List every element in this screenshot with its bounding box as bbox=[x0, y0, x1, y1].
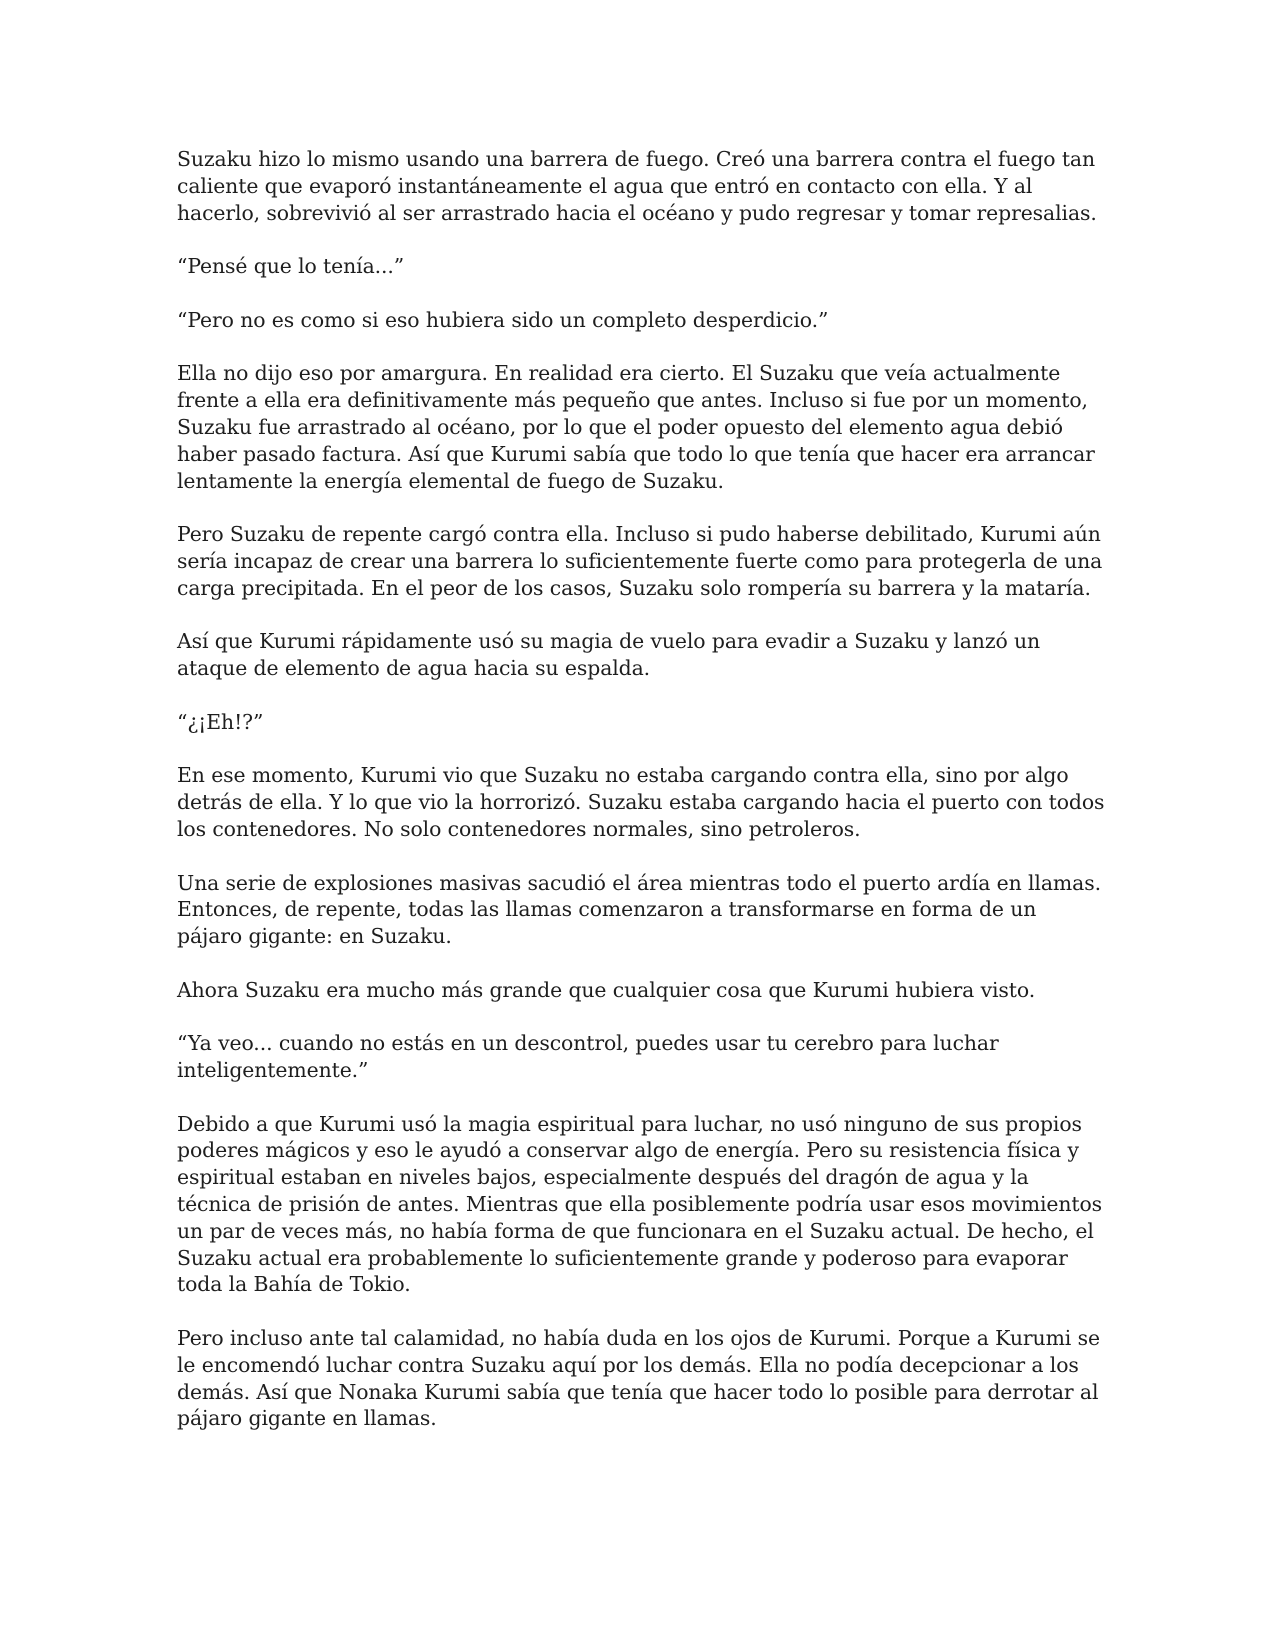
paragraph: Suzaku hizo lo mismo usando una barrera de fuego. Creó una barrera contra el fuego tan caliente que evaporó instantáneamente el agua que entró en contacto con ella. Y al hacerlo, sobrevivió al ser arrastrado hacia el océano y pudo regresar y tomar represalias. bbox=[177, 147, 1097, 225]
paragraph: Pero incluso ante tal calamidad, no había duda en los ojos de Kurumi. Porque a Kurumi se le encomendó luchar contra Suzaku aquí por los demás. Ella no podía decepcionar a los demás. Así que Nonaka Kurumi sabía que tenía que hacer todo lo posible para derrotar al pájaro gigante en llamas. bbox=[177, 1326, 1100, 1431]
paragraph: Ahora Suzaku era mucho más grande que cualquier cosa que Kurumi hubiera visto. bbox=[177, 977, 1036, 1002]
paragraph: Debido a que Kurumi usó la magia espiritual para luchar, no usó ninguno de sus propios poderes mágicos y eso le ayudó a conservar algo de energía. Pero su resistencia física y espiritual estaban en niveles bajos, especialmente después del dragón de agua y la técnica de prisión de antes. Mientras que ella posiblemente podría usar esos movimientos un par de veces más, no había forma de que funcionara en el Suzaku actual. De hecho, el Suzaku actual era probablemente lo suficientemente grande y poderoso para evaporar toda la Bahía de Tokio. bbox=[177, 1111, 1102, 1297]
paragraph: Pero Suzaku de repente cargó contra ella. Incluso si pudo haberse debilitado, Kurumi aún sería incapaz de crear una barrera lo suficientemente fuerte como para protegerla de una carga precipitada. En el peor de los casos, Suzaku solo rompería su barrera y la mataría. bbox=[177, 522, 1103, 600]
paragraph: Ella no dijo eso por amargura. En realidad era cierto. El Suzaku que veía actualmente frente a ella era definitivamente más pequeño que antes. Incluso si fue por un momento, Suzaku fue arrastrado al océano, por lo que el poder opuesto del elemento agua debió haber pasado factura. Así que Kurumi sabía que todo lo que tenía que hacer era arrancar lentamente la energía elemental de fuego de Suzaku. bbox=[177, 361, 1095, 493]
paragraph: “Ya veo... cuando no estás en un descontrol, puedes usar tu cerebro para luchar inteligentemente.” bbox=[177, 1031, 999, 1083]
paragraph: “Pensé que lo tenía...” bbox=[177, 254, 405, 279]
paragraph: “¿¡Eh!?” bbox=[177, 709, 264, 734]
document-body bbox=[177, 146, 1107, 1459]
paragraph: En ese momento, Kurumi vio que Suzaku no estaba cargando contra ella, sino por algo detrás de ella. Y lo que vio la horrorizó. Suzaku estaba cargando hacia el puerto con todos los contenedores. No solo contenedores normales, sino petroleros. bbox=[177, 763, 1105, 841]
paragraph: Una serie de explosiones masivas sacudió el área mientras todo el puerto ardía en llamas. Entonces, de repente, todas las llamas comenzaron a transformarse en forma de un pájaro gigante: en Suzaku. bbox=[177, 870, 1101, 949]
paragraph: “Pero no es como si eso hubiera sido un completo desperdicio.” bbox=[177, 307, 829, 332]
paragraph: Así que Kurumi rápidamente usó su magia de vuelo para evadir a Suzaku y lanzó un ataque de elemento de agua hacia su espalda. bbox=[177, 629, 1041, 681]
